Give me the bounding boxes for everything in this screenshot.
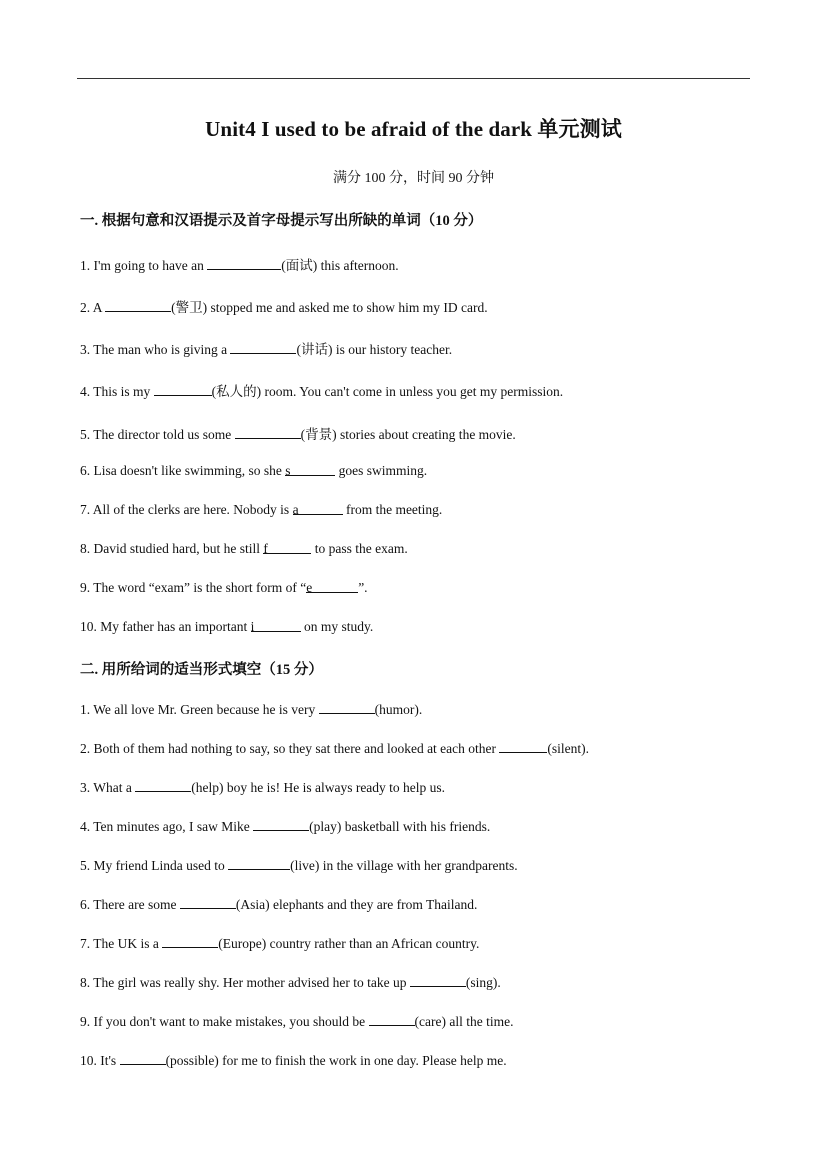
question-2-10: 10. It's (possible) for me to finish the work in one day. Please help me. (80, 1053, 507, 1068)
question-1-9: 9. The word “exam” is the short form of “e ”. (80, 580, 368, 595)
question-1-8: 8. David studied hard, but he still f to pass the exam. (80, 541, 408, 556)
question-2-6: 6. There are some (Asia) elephants and they are from Thailand. (80, 897, 478, 912)
section-2-heading: 二. 用所给词的适当形式填空（15 分） (80, 662, 323, 678)
answer-blank[interactable] (162, 935, 218, 948)
question-1-3: 3. The man who is giving a (讲话) is our history teacher. (80, 342, 453, 357)
question-2-7: 7. The UK is a (Europe) country rather than an African country. (80, 936, 480, 951)
question-1-1: 1. I'm going to have an (面试) this afternoon. (80, 258, 399, 273)
question-2-4: 4. Ten minutes ago, I saw Mike (play) basketball with his friends. (80, 819, 491, 834)
question-1-2: 2. A (警卫) stopped me and asked me to show him my ID card. (80, 300, 488, 315)
answer-blank[interactable]: a (293, 502, 343, 515)
answer-blank[interactable] (135, 779, 191, 792)
question-2-1: 1. We all love Mr. Green because he is very (humor). (80, 702, 423, 717)
question-1-6: 6. Lisa doesn't like swimming, so she s goes swimming. (80, 463, 428, 478)
answer-blank[interactable] (120, 1052, 166, 1065)
question-1-7: 7. All of the clerks are here. Nobody is a from the meeting. (80, 502, 443, 517)
page-subtitle: 满分 100 分，时间 90 分钟 (333, 171, 494, 186)
answer-blank[interactable] (410, 974, 466, 987)
answer-blank[interactable] (235, 426, 301, 439)
answer-blank[interactable] (105, 299, 171, 312)
answer-blank[interactable] (154, 383, 212, 396)
answer-blank[interactable] (253, 818, 309, 831)
answer-blank[interactable] (228, 857, 290, 870)
answer-blank[interactable] (230, 341, 296, 354)
question-1-4: 4. This is my (私人的) room. You can't come in unless you get my permission. (80, 384, 564, 399)
header-rule (77, 78, 750, 79)
question-2-3: 3. What a (help) boy he is! He is always ready to help us. (80, 780, 446, 795)
question-2-2: 2. Both of them had nothing to say, so they sat there and looked at each other (silent). (80, 741, 590, 756)
answer-blank[interactable] (499, 740, 547, 753)
answer-blank[interactable]: i (251, 619, 301, 632)
answer-blank[interactable] (180, 896, 236, 909)
answer-blank[interactable]: f (263, 541, 311, 554)
answer-blank[interactable] (319, 701, 375, 714)
question-2-9: 9. If you don't want to make mistakes, you should be (care) all the time. (80, 1014, 514, 1029)
question-1-10: 10. My father has an important i on my study. (80, 619, 374, 634)
answer-blank[interactable]: s (285, 463, 335, 476)
page-title: Unit4 I used to be afraid of the dark 单元测试 (205, 117, 622, 141)
answer-blank[interactable]: e (306, 580, 358, 593)
question-2-5: 5. My friend Linda used to (live) in the village with her grandparents. (80, 858, 518, 873)
question-1-5: 5. The director told us some (背景) stories about creating the movie. (80, 427, 516, 442)
section-1-heading: 一. 根据句意和汉语提示及首字母提示写出所缺的单词（10 分） (80, 213, 483, 229)
answer-blank[interactable] (207, 257, 281, 270)
question-2-8: 8. The girl was really shy. Her mother advised her to take up (sing). (80, 975, 501, 990)
answer-blank[interactable] (369, 1013, 415, 1026)
